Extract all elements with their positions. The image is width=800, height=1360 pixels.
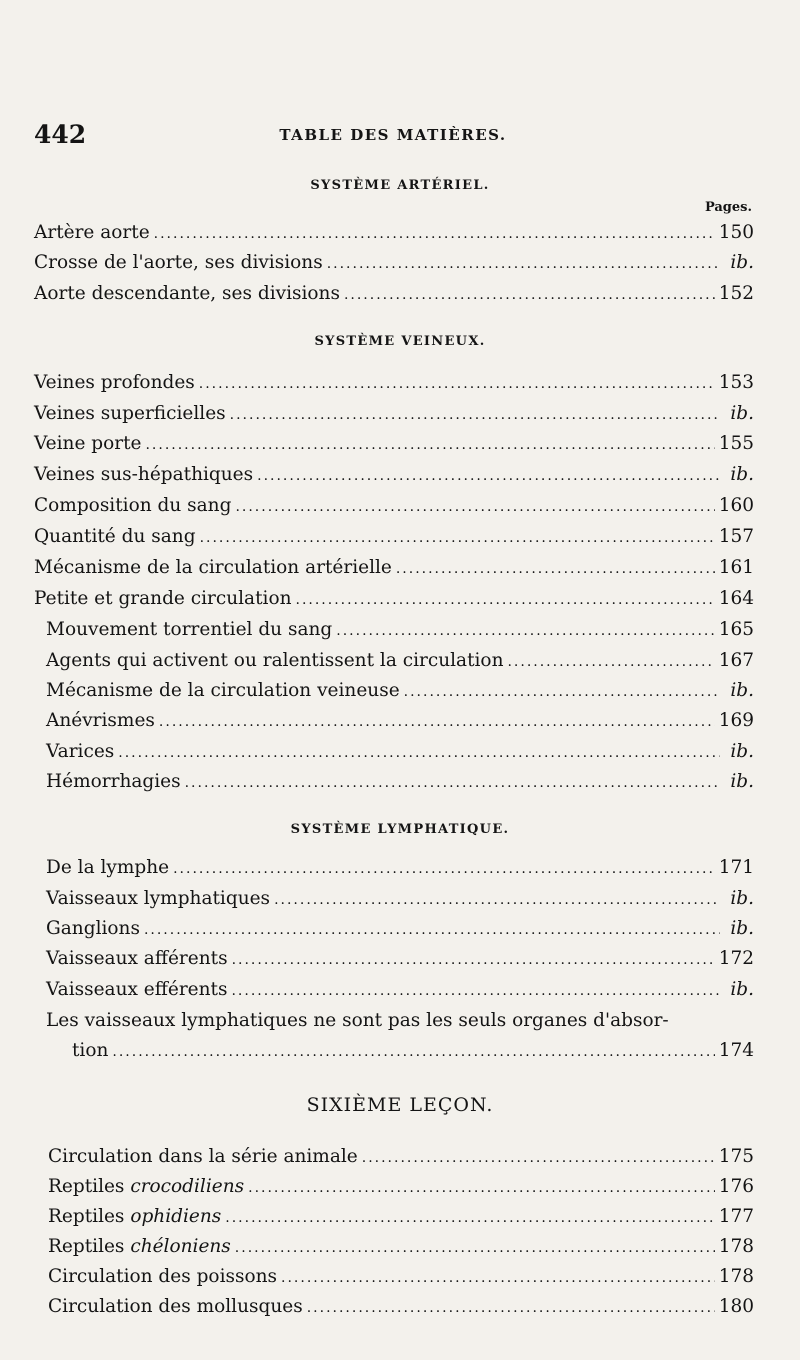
toc-entry-title [48,1232,231,1262]
toc-entry-title: Veines profondes [34,372,195,393]
toc-entry [34,248,754,278]
toc-entry-title: Mécanisme de la circulation artérielle [34,557,392,578]
dot-leader [296,585,715,615]
dot-leader [281,1263,715,1293]
pages-column-label: Pages. [704,200,752,215]
toc-entry-title [48,1202,221,1232]
toc-entry-page: 160 [718,495,754,516]
toc-entry-title: Hémorrhagies [46,771,181,792]
page-number: 442 [34,120,87,149]
toc-entry [46,853,754,883]
toc-entry-title: Ganglions [46,918,140,939]
dot-leader [154,219,715,249]
dot-leader [159,707,715,737]
toc-entry [46,646,754,676]
running-title: TABLE DES MATIÈRES. [279,126,507,144]
dot-leader [185,768,720,798]
toc-entry [48,1202,754,1232]
toc-entry-title-italic: crocodiliens [130,1176,245,1197]
toc-entry-title: Mouvement torrentiel du sang [46,619,333,640]
toc-entry-title: Petite et grande circulation [34,588,292,609]
toc-entry [46,884,754,914]
toc-entry-page: 155 [718,433,754,454]
toc-entry-page: 169 [718,710,754,731]
toc-entry-title: Veines superficielles [34,403,226,424]
dot-leader [230,400,720,430]
dot-leader [199,369,715,399]
toc-entry-page: 175 [718,1146,754,1167]
toc-entry-page: 180 [718,1296,754,1317]
toc-entry-page: ib. [730,979,754,1000]
dot-leader [336,616,714,646]
toc-entry-title: Mécanisme de la circulation veineuse [46,680,400,701]
toc-entry [46,615,754,645]
toc-entry [72,1036,754,1066]
toc-entry-title: Vaisseaux lymphatiques [46,888,271,909]
toc-entry-title-italic: chéloniens [130,1236,231,1257]
toc-entry [46,767,754,797]
dot-leader [327,249,720,279]
toc-entry-title [48,1172,244,1202]
section-title-veineux: SYSTÈME VEINEUX. [314,334,486,349]
toc-entry-title: Veine porte [34,433,142,454]
dot-leader [235,492,714,522]
dot-leader [231,976,720,1006]
toc-entry-title: Vaisseaux efférents [46,979,228,1000]
toc-entry-title: Composition du sang [34,495,232,516]
toc-entry [34,553,754,583]
toc-entry-title: Vaisseaux afférents [46,948,228,969]
toc-entry-title: Anévrismes [46,710,155,731]
toc-entry-page: 178 [718,1266,754,1287]
toc-entry [34,460,754,490]
dot-leader [232,945,715,975]
toc-entry-page: ib. [730,918,754,939]
toc-entry-page: 177 [718,1206,754,1227]
toc-entry-page: 152 [718,283,754,304]
dot-leader [507,647,714,677]
toc-entry-title: Quantité du sang [34,526,196,547]
toc-entry-title: Aorte descendante, ses divisions [34,283,340,304]
dot-leader [144,915,720,945]
toc-entry-title: Circulation des mollusques [48,1296,303,1317]
section-title-lymphatique: SYSTÈME LYMPHATIQUE. [290,822,510,837]
dot-leader [344,280,715,310]
toc-entry [34,218,754,248]
page-header [34,120,752,154]
toc-entry-title-italic: ophidiens [130,1206,222,1227]
toc-entry-page: 176 [718,1176,754,1197]
lecon-title: SIXIÈME LEÇON. [306,1094,494,1116]
toc-entry [48,1232,754,1262]
toc-entry-page: 153 [718,372,754,393]
dot-leader [248,1173,715,1203]
toc-entry-page: 165 [718,619,754,640]
toc-entry-page: ib. [730,403,754,424]
toc-entry [46,914,754,944]
toc-entry-page: ib. [730,464,754,485]
dot-leader [362,1143,715,1173]
toc-entry-page: 174 [718,1040,754,1061]
toc-entry-page: ib. [730,771,754,792]
dot-leader [200,523,715,553]
toc-entry-page: ib. [730,680,754,701]
dot-leader [112,1037,714,1067]
toc-entry-page: ib. [730,741,754,762]
toc-entry-title-prefix: Reptiles [48,1236,125,1257]
toc-entry [34,429,754,459]
toc-entry-title: Veines sus-hépathiques [34,464,254,485]
toc-entry-title-line2: tion [72,1040,109,1061]
toc-entry [46,975,754,1005]
toc-entry-page: ib. [730,888,754,909]
dot-leader [235,1233,715,1263]
toc-entry [34,279,754,309]
toc-entry-page: 178 [718,1236,754,1257]
toc-entry [34,522,754,552]
toc-entry [34,491,754,521]
toc-entry-page: 157 [718,526,754,547]
dot-leader [173,854,715,884]
dot-leader [274,885,720,915]
toc-entry-title-line1: Les vaisseaux lymphatiques ne sont pas les seuls organes d'absor- [46,1010,669,1031]
toc-entry-page: 161 [718,557,754,578]
section-title-arteriel: SYSTÈME ARTÉRIEL. [310,178,490,193]
dot-leader [118,738,720,768]
toc-entry [48,1262,754,1292]
dot-leader [257,461,720,491]
toc-entry-page: ib. [730,252,754,273]
dot-leader [145,430,714,460]
toc-entry [34,584,754,614]
dot-leader [396,554,715,584]
toc-entry [46,944,754,974]
toc-entry-page: 171 [718,857,754,878]
toc-entry-title: Artère aorte [34,222,150,243]
toc-entry-page: 150 [718,222,754,243]
toc-entry [46,706,754,736]
toc-entry-page: 167 [718,650,754,671]
toc-entry-title: Circulation des poissons [48,1266,278,1287]
toc-entry [34,368,754,398]
toc-entry-title: Circulation dans la série animale [48,1146,358,1167]
toc-entry [48,1142,754,1172]
toc-entry-page: 172 [718,948,754,969]
toc-entry-title: Crosse de l'aorte, ses divisions [34,252,323,273]
dot-leader [404,677,720,707]
toc-entry-title: Varices [46,741,115,762]
dot-leader [225,1203,714,1233]
toc-entry [34,399,754,429]
toc-entry-page: 164 [718,588,754,609]
toc-entry [46,737,754,767]
toc-entry [46,676,754,706]
dot-leader [307,1293,715,1323]
toc-entry-title: Agents qui activent ou ralentissent la circulation [46,650,504,671]
toc-entry [48,1172,754,1202]
toc-entry-title-prefix: Reptiles [48,1176,125,1197]
toc-entry [48,1292,754,1322]
toc-entry-title: De la lymphe [46,857,170,878]
toc-entry-title-prefix: Reptiles [48,1206,125,1227]
